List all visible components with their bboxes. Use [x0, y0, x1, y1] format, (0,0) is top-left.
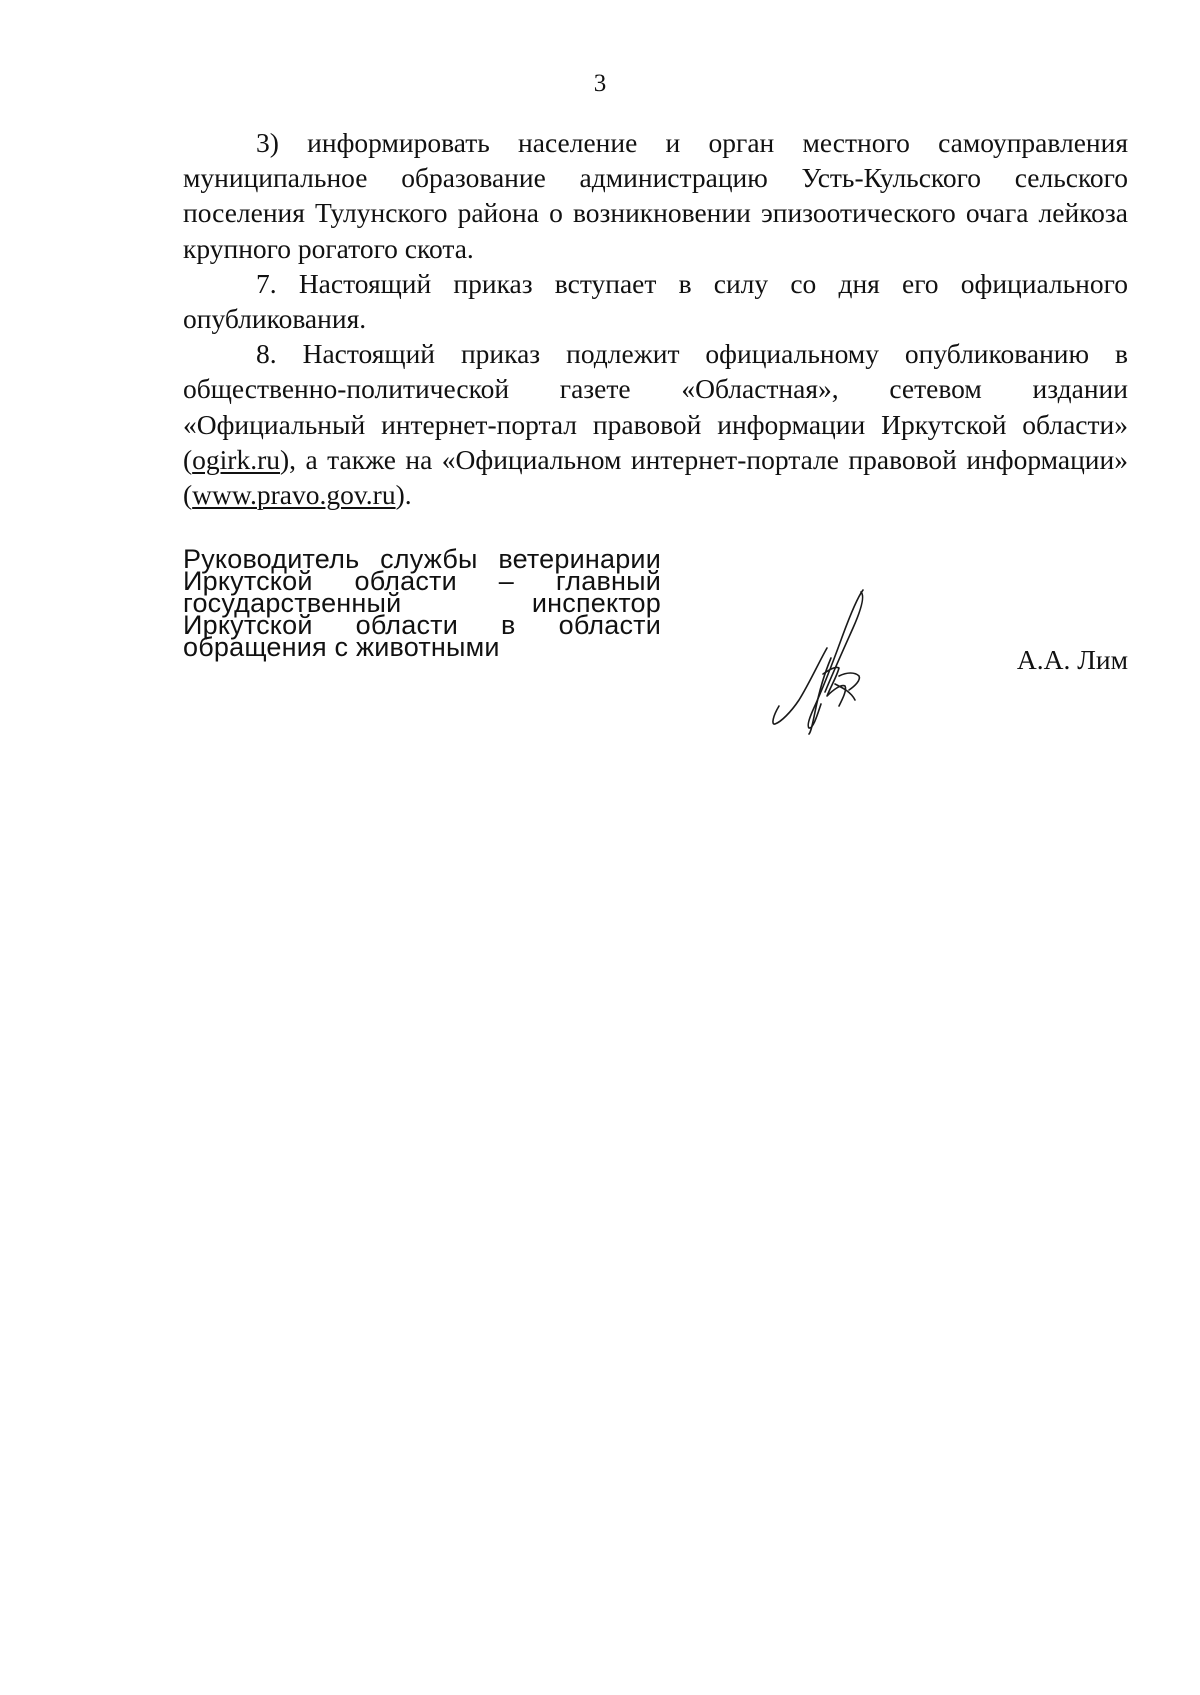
signer-position — [183, 544, 661, 662]
signer-position-line-4: Иркутской области в области — [183, 610, 661, 640]
item-8-text-part-1: 8. Настоящий приказ подлежит официальному опубликованию в общественно-политической газете «Областная», сетевом издании «Официальный интернет-портал правовой информации Иркутской области» ( — [183, 338, 1128, 475]
signer-position-line-3: государственный инспектор — [183, 588, 661, 618]
ogirk-link[interactable]: ogirk.ru — [192, 443, 281, 475]
item-8-text-part-2: ), а также на «Официальном интернет-портале правовой информации» ( — [183, 443, 1128, 511]
signer-name: А.А. Лим — [1016, 644, 1128, 675]
signer-position-line-5: обращения с животными — [183, 632, 500, 662]
paragraph-item-8 — [183, 336, 1128, 512]
handwritten-signature — [765, 588, 875, 736]
paragraph-item-7: 7. Настоящий приказ вступает в силу со дня его официального опубликования. — [183, 267, 1128, 335]
page-number: 3 — [593, 70, 607, 97]
document-body — [183, 125, 1128, 512]
pravo-gov-link[interactable]: www.pravo.gov.ru — [192, 479, 396, 511]
item-8-text-part-3: ). — [395, 479, 412, 511]
signer-position-line-2: Иркутской области – главный — [183, 566, 661, 596]
signer-position-line-1: Руководитель службы ветеринарии — [183, 544, 661, 574]
paragraph-item-3: 3) информировать население и орган местного самоуправления муниципальное образование администрацию Усть-Кульского сельского поселения Тулунского района о возникновении эпизоотического очага лейкоза крупного рогатого скота. — [183, 127, 1128, 264]
